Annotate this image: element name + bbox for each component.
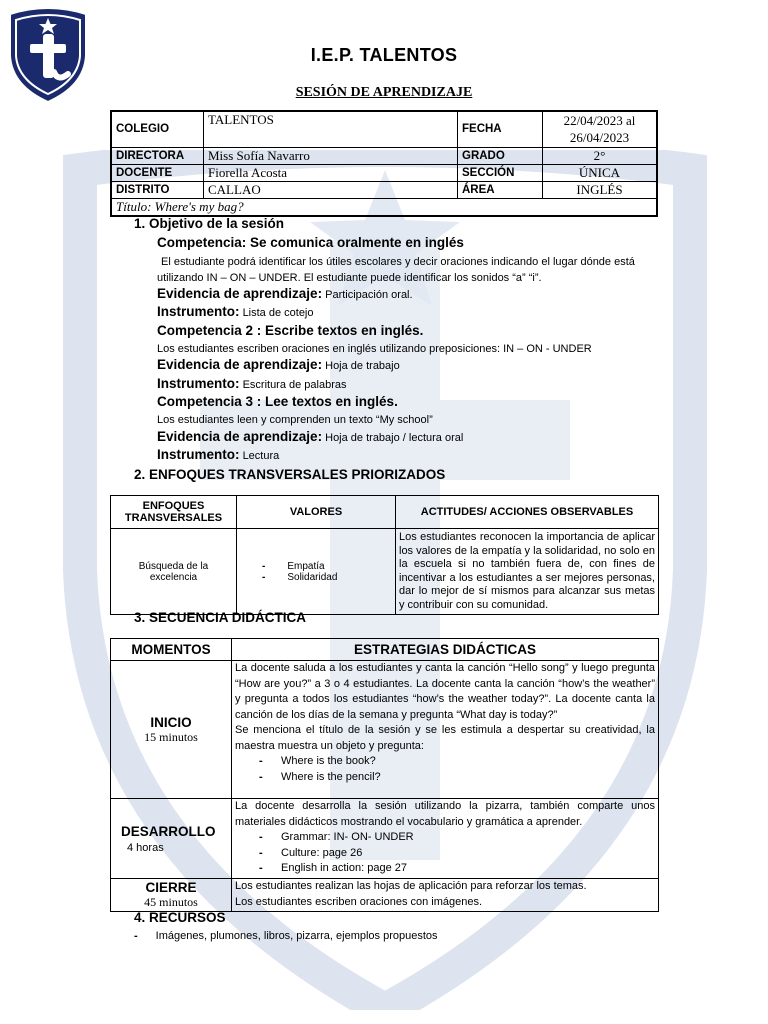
actitudes-cell: Los estudiantes reconocen la importancia de aplicar los valores de la empatía y la solidaridad, no solo en la escuela si no también fuera de, con fines de incentivar a los estudiantes a ser mejores personas, dar lo mejor de sí mismos para alcanzar sus metas y contribuir con su comunidad.: [396, 529, 659, 615]
docente-value: Fiorella Acosta: [204, 164, 458, 181]
section-recursos-heading: 4. RECURSOS: [134, 910, 226, 925]
desarrollo-bullet: - English in action: page 27: [235, 861, 655, 877]
directora-label: DIRECTORA: [111, 147, 204, 164]
cierre-strategy: Los estudiantes realizan las hojas de aplicación para reforzar los temas. Los estudiantes escriben oraciones con imágenes.: [232, 879, 659, 912]
evidencia-3: Evidencia de aprendizaje: Hoja de trabajo / lectura oral: [157, 429, 464, 444]
valor-item: - Empatía: [290, 561, 394, 572]
competencia-3-text: Los estudiantes leen y comprenden un texto “My school”: [157, 414, 433, 426]
valores-header: VALORES: [237, 496, 396, 529]
momentos-header: MOMENTOS: [111, 639, 232, 661]
instrumento-1: Instrumento: Lista de cotejo: [157, 304, 314, 319]
valores-cell: [237, 529, 396, 615]
estrategias-header: ESTRATEGIAS DIDÁCTICAS: [232, 639, 659, 661]
inicio-label: INICIO: [150, 714, 192, 730]
secuencia-table: [110, 638, 659, 912]
competencia-2: Competencia 2 : Escribe textos en inglés.: [157, 323, 424, 338]
valor-item: - Solidaridad: [290, 572, 394, 583]
desarrollo-bullet: - Grammar: IN- ON- UNDER: [235, 830, 655, 846]
competencia-3: Competencia 3 : Lee textos en inglés.: [157, 394, 398, 409]
inicio-bullet: - Where is the book?: [235, 754, 655, 770]
area-value: INGLÉS: [543, 181, 658, 198]
desarrollo-strategy: La docente desarrolla la sesión utilizando la pizarra, también comparte unos materiales didácticos mostrando el vocabulario y gramática a aprender. - Grammar: IN- ON- UNDER - Culture: page 26 - English in action: page 27: [232, 799, 659, 879]
competencia-2-text: Los estudiantes escriben oraciones en inglés utilizando preposiciones: IN – ON - UNDER: [157, 343, 592, 355]
school-title: I.E.P. TALENTOS: [310, 45, 458, 65]
desarrollo-label: DESARROLLO: [121, 823, 216, 839]
evidencia-2: Evidencia de aprendizaje: Hoja de trabajo: [157, 357, 400, 372]
desarrollo-moment: [111, 799, 232, 879]
fecha-value: 22/04/2023 al 26/04/2023: [543, 111, 658, 147]
enfoques-header: ENFOQUES TRANSVERSALES: [111, 496, 237, 529]
desarrollo-bullet: - Culture: page 26: [235, 846, 655, 862]
area-label: ÁREA: [458, 181, 543, 198]
evidencia-1: Evidencia de aprendizaje: Participación oral.: [157, 286, 413, 301]
section-secuencia-heading: 3. SECUENCIA DIDÁCTICA: [134, 610, 307, 625]
docente-label: DOCENTE: [111, 164, 204, 181]
section-enfoques-heading: 2. ENFOQUES TRANSVERSALES PRIORIZADOS: [134, 467, 446, 482]
cierre-time: 45 minutos: [144, 895, 198, 909]
recursos-item: - Imágenes, plumones, libros, pizarra, ejemplos propuestos: [134, 930, 438, 942]
section-objetivo-heading: 1. Objetivo de la sesión: [134, 216, 285, 231]
actitudes-header: ACTITUDES/ ACCIONES OBSERVABLES: [396, 496, 659, 529]
instrumento-3: Instrumento: Lectura: [157, 447, 280, 462]
grado-value: 2°: [543, 147, 658, 164]
distrito-value: CALLAO: [204, 181, 458, 198]
inicio-strategy: La docente saluda a los estudiantes y canta la canción “Hello song” y luego pregunta “How are you?” a 3 o 4 estudiantes. La docente canta la canción “how’s the weather” y pregunta a todos los estudiantes “how’s the weather today?”. La docente canta la canción de los días de la semana y pregunta “What day is today?” Se menciona el título de la sesión y se les estimula a despertar su creatividad, la maestra muestra un objeto y pregunta: - Where is the book? - Where is the pencil?: [232, 661, 659, 799]
document-subtitle: SESIÓN DE APRENDIZAJE: [295, 85, 473, 100]
inicio-bullet: - Where is the pencil?: [235, 770, 655, 786]
inicio-moment: [111, 661, 232, 799]
colegio-label: COLEGIO: [111, 111, 204, 147]
inicio-time: 15 minutos: [144, 729, 198, 744]
competencia-1: Competencia: Se comunica oralmente en inglés: [157, 235, 464, 250]
cierre-moment: [111, 879, 232, 912]
seccion-value: ÚNICA: [543, 164, 658, 181]
distrito-label: DISTRITO: [111, 181, 204, 198]
session-title: Título: Where's my bag?: [111, 198, 657, 216]
instrumento-2: Instrumento: Escritura de palabras: [157, 376, 347, 391]
enfoques-table: [110, 495, 659, 615]
school-logo-icon: [6, 6, 90, 104]
cierre-label: CIERRE: [145, 880, 197, 895]
enfoque-cell: Búsqueda de la excelencia: [111, 529, 237, 615]
colegio-value: TALENTOS: [204, 111, 458, 147]
info-table: [110, 110, 658, 217]
desarrollo-time: 4 horas: [127, 841, 164, 854]
directora-value: Miss Sofía Navarro: [204, 147, 458, 164]
fecha-label: FECHA: [458, 111, 543, 147]
competencia-1-text: El estudiante podrá identificar los útiles escolares y decir oraciones indicando el lugar dónde está utilizando IN – ON – UNDER. El estudiante puede identificar los sonidos “a” “i”.: [157, 256, 635, 284]
seccion-label: SECCIÓN: [458, 164, 543, 181]
grado-label: GRADO: [458, 147, 543, 164]
